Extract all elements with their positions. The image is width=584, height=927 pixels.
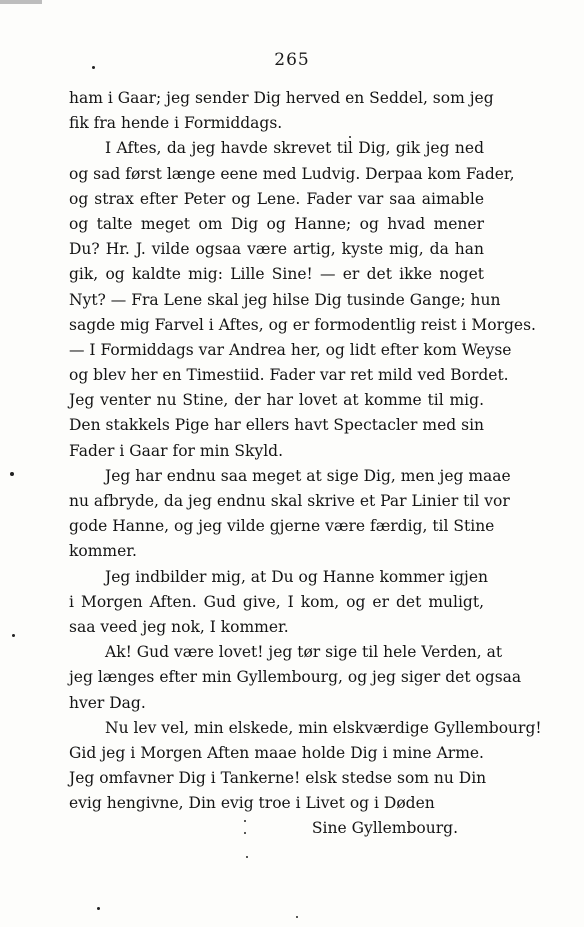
text-line: sagde mig Farvel i Aftes, og er formodentlig reist i Morges.	[69, 315, 536, 334]
text-line: Gid jeg i Morgen Aften maae holde Dig i mine Arme.	[69, 743, 484, 762]
text-line: og blev her en Timestiid. Fader var ret mild ved Bordet.	[69, 366, 509, 385]
text-line: Jeg har endnu saa meget at sige Dig, men jeg maae	[105, 466, 511, 485]
text-line: nu afbryde, da jeg endnu skal skrive et Par Linier til vor	[69, 492, 510, 510]
text-line: ham i Gaar; jeg sender Dig herved en Seddel, som jeg	[69, 89, 494, 107]
signature-line: Sine Gyllembourg.	[311, 819, 458, 838]
page-number: 265	[274, 50, 310, 70]
text-line: I Aftes, da jeg havde skrevet til Dig, gik jeg ned	[105, 139, 484, 158]
ink-speck	[296, 916, 298, 918]
text-line: jeg længes efter min Gyllembourg, og jeg siger det ogsaa	[69, 668, 522, 687]
ink-speck	[349, 136, 351, 138]
text-line: og strax efter Peter og Lene. Fader var saa aimable	[69, 189, 484, 208]
text-line: kommer.	[69, 542, 137, 561]
text-line: Den stakkels Pige har ellers havt Spectacler med sin	[69, 416, 485, 435]
text-line: gode Hanne, og jeg vilde gjerne være færdig, til Stine	[69, 517, 495, 536]
text-line: og sad først længe eene med Ludvig. Derpaa kom Fader,	[69, 164, 515, 183]
letter-text	[69, 86, 542, 842]
text-line: Du? Hr. J. vilde ogsaa være artig, kyste mig, da han	[69, 240, 484, 259]
ink-speck	[244, 832, 246, 834]
text-line: saa veed jeg nok, I kommer.	[69, 617, 289, 636]
text-line: Jeg omfavner Dig i Tankerne! elsk stedse som nu Din	[69, 769, 487, 788]
ink-speck	[92, 66, 95, 69]
text-line: Ak! Gud være lovet! jeg tør sige til hele Verden, at	[105, 643, 503, 662]
text-line: — I Formiddags var Andrea her, og lidt efter kom Weyse	[69, 340, 512, 359]
ink-speck	[97, 907, 100, 910]
text-line: Jeg indbilder mig, at Du og Hanne kommer igjen	[105, 567, 489, 586]
text-line: fik fra hende i Formiddags.	[69, 114, 283, 133]
text-line: gik, og kaldte mig: Lille Sine! — er det ikke noget	[69, 265, 484, 284]
text-line: og talte meget om Dig og Hanne; og hvad mener	[69, 214, 484, 233]
ink-speck	[10, 472, 14, 476]
text-line: i Morgen Aften. Gud give, I kom, og er det muligt,	[69, 592, 484, 611]
text-line: evig hengivne, Din evig troe i Livet og i Døden	[69, 794, 435, 813]
text-line: hver Dag.	[69, 693, 146, 712]
text-line: Fader i Gaar for min Skyld.	[69, 441, 284, 460]
text-line: Nu lev vel, min elskede, min elskværdige Gyllembourg!	[105, 718, 542, 737]
text-line: Jeg venter nu Stine, der har lovet at komme til mig.	[69, 391, 484, 410]
scan-edge-mark	[0, 0, 42, 4]
ink-speck	[12, 634, 15, 637]
ink-speck	[244, 820, 246, 822]
ink-speck	[246, 856, 248, 858]
text-line: Nyt? — Fra Lene skal jeg hilse Dig tusinde Gange; hun	[69, 290, 501, 309]
